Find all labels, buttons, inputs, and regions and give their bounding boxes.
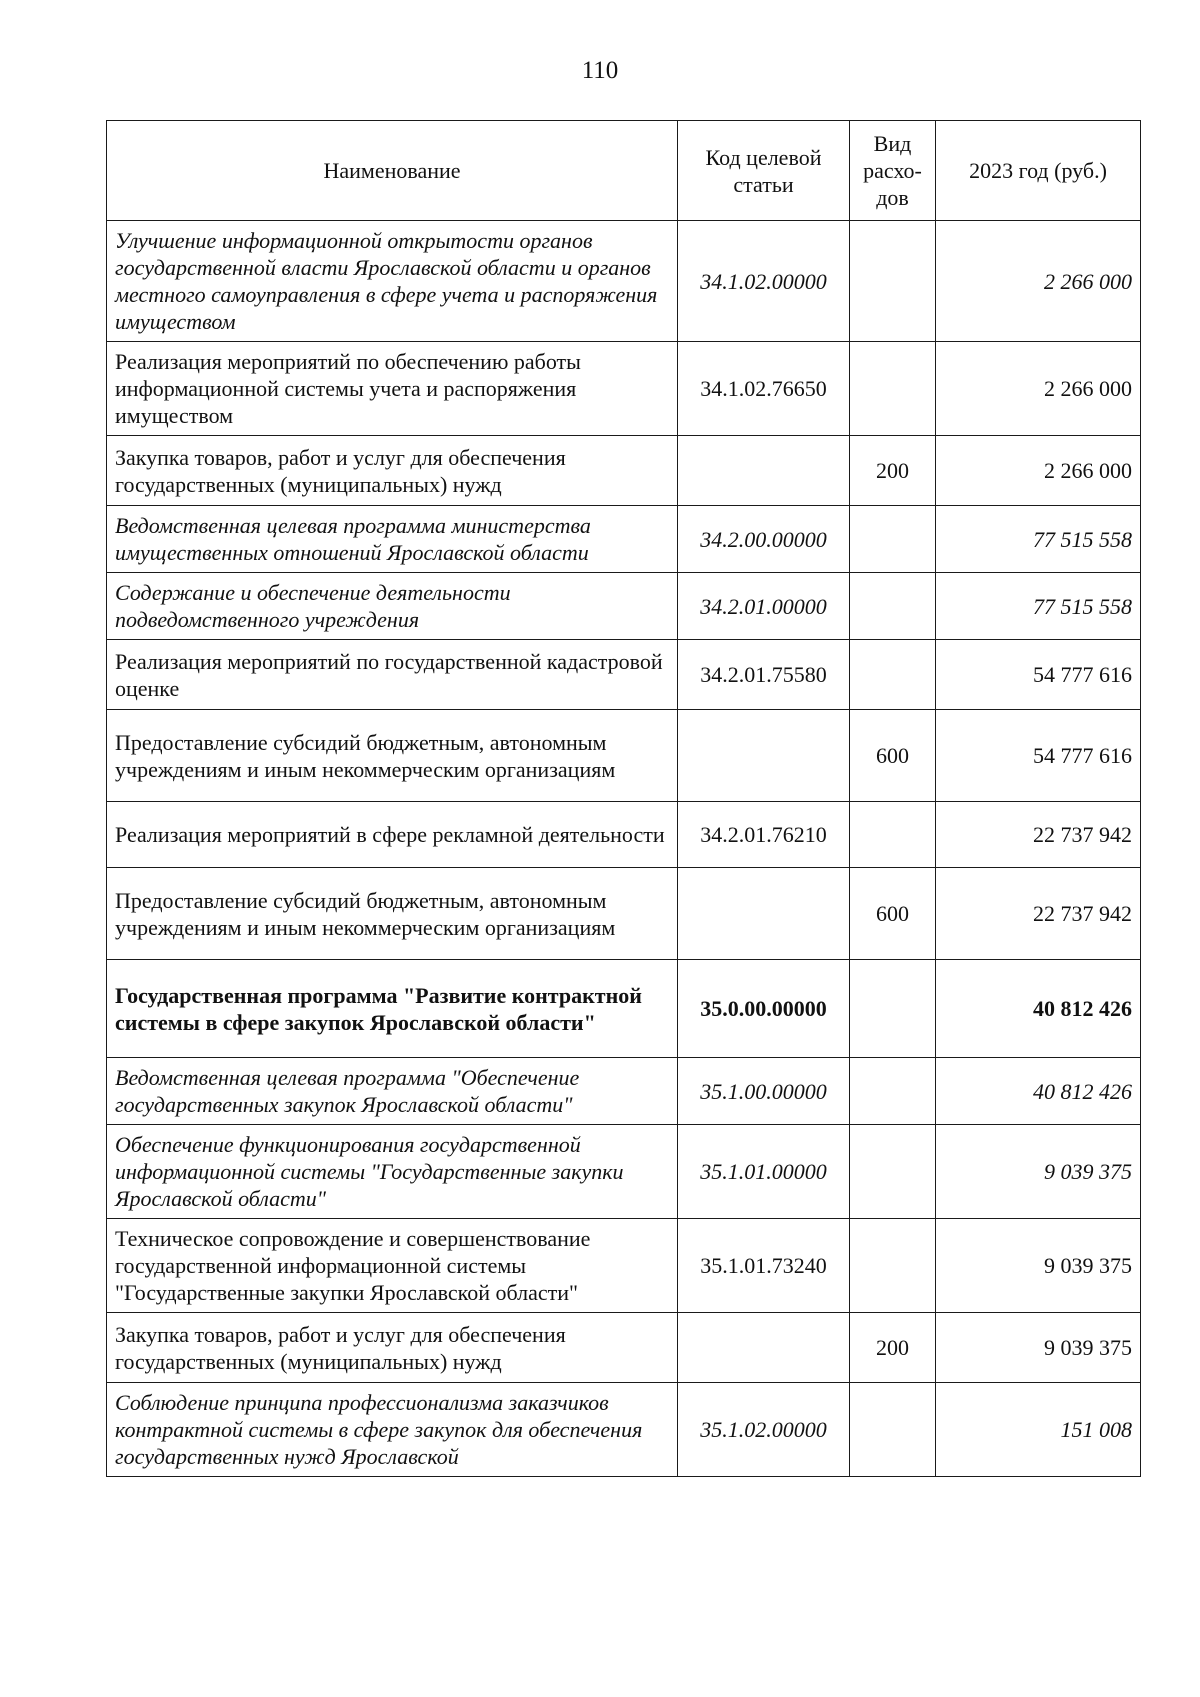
cell-name: Закупка товаров, работ и услуг для обеспечения государственных (муниципальных) нужд (107, 1313, 678, 1383)
cell-code (678, 868, 850, 960)
cell-expense-type (850, 342, 936, 436)
header-row (107, 121, 1141, 221)
cell-amount: 9 039 375 (936, 1313, 1141, 1383)
cell-code: 34.2.01.00000 (678, 573, 850, 640)
cell-code: 35.0.00.00000 (678, 960, 850, 1058)
cell-code: 35.1.01.73240 (678, 1219, 850, 1313)
cell-expense-type (850, 573, 936, 640)
table-row (107, 436, 1141, 506)
cell-name: Реализация мероприятий по обеспечению работы информационной системы учета и распоряжения имуществом (107, 342, 678, 436)
cell-amount: 40 812 426 (936, 1058, 1141, 1125)
cell-expense-type (850, 221, 936, 342)
cell-amount: 77 515 558 (936, 573, 1141, 640)
cell-code: 35.1.00.00000 (678, 1058, 850, 1125)
cell-name: Содержание и обеспечение деятельности подведомственного учреждения (107, 573, 678, 640)
cell-amount: 2 266 000 (936, 436, 1141, 506)
cell-code: 34.2.01.75580 (678, 640, 850, 710)
cell-amount: 9 039 375 (936, 1219, 1141, 1313)
cell-code (678, 1313, 850, 1383)
cell-code: 34.1.02.76650 (678, 342, 850, 436)
cell-amount: 40 812 426 (936, 960, 1141, 1058)
cell-expense-type (850, 1383, 936, 1477)
cell-expense-type (850, 640, 936, 710)
cell-name: Соблюдение принципа профессионализма заказчиков контрактной системы в сфере закупок для обеспечения государственных нужд Ярославской (107, 1383, 678, 1477)
cell-code: 34.2.01.76210 (678, 802, 850, 868)
cell-expense-type: 200 (850, 1313, 936, 1383)
cell-name: Реализация мероприятий по государственной кадастровой оценке (107, 640, 678, 710)
budget-table (106, 120, 1141, 1477)
table-row (107, 640, 1141, 710)
cell-name: Реализация мероприятий в сфере рекламной деятельности (107, 802, 678, 868)
cell-name: Предоставление субсидий бюджетным, автономным учреждениям и иным некоммерческим организациям (107, 710, 678, 802)
cell-expense-type: 600 (850, 868, 936, 960)
cell-name: Закупка товаров, работ и услуг для обеспечения государственных (муниципальных) нужд (107, 436, 678, 506)
cell-expense-type: 200 (850, 436, 936, 506)
cell-amount: 9 039 375 (936, 1125, 1141, 1219)
header-name: Наименование (107, 121, 678, 221)
table-row (107, 506, 1141, 573)
cell-amount: 54 777 616 (936, 710, 1141, 802)
cell-amount: 2 266 000 (936, 342, 1141, 436)
table-header (107, 121, 1141, 221)
cell-name: Ведомственная целевая программа "Обеспечение государственных закупок Ярославской области" (107, 1058, 678, 1125)
cell-amount: 22 737 942 (936, 802, 1141, 868)
cell-code: 34.1.02.00000 (678, 221, 850, 342)
cell-code: 34.2.00.00000 (678, 506, 850, 573)
cell-name: Ведомственная целевая программа министерства имущественных отношений Ярославской области (107, 506, 678, 573)
table-body (107, 221, 1141, 1477)
cell-name: Предоставление субсидий бюджетным, автономным учреждениям и иным некоммерческим организациям (107, 868, 678, 960)
table-row (107, 710, 1141, 802)
table-row (107, 1125, 1141, 1219)
cell-amount: 2 266 000 (936, 221, 1141, 342)
cell-amount: 22 737 942 (936, 868, 1141, 960)
table-row (107, 1219, 1141, 1313)
table-row (107, 802, 1141, 868)
table-row (107, 342, 1141, 436)
cell-expense-type (850, 1125, 936, 1219)
table-row (107, 1058, 1141, 1125)
table-row (107, 573, 1141, 640)
cell-expense-type (850, 960, 936, 1058)
header-amount: 2023 год (руб.) (936, 121, 1141, 221)
cell-code: 35.1.02.00000 (678, 1383, 850, 1477)
cell-expense-type: 600 (850, 710, 936, 802)
cell-name: Государственная программа "Развитие контрактной системы в сфере закупок Ярославской области" (107, 960, 678, 1058)
cell-amount: 54 777 616 (936, 640, 1141, 710)
cell-expense-type (850, 1058, 936, 1125)
cell-expense-type (850, 506, 936, 573)
cell-amount: 77 515 558 (936, 506, 1141, 573)
cell-name: Обеспечение функционирования государственной информационной системы "Государственные закупки Ярославской области" (107, 1125, 678, 1219)
table-row (107, 1313, 1141, 1383)
table-row (107, 868, 1141, 960)
cell-expense-type (850, 1219, 936, 1313)
cell-expense-type (850, 802, 936, 868)
cell-code: 35.1.01.00000 (678, 1125, 850, 1219)
cell-code (678, 710, 850, 802)
cell-name: Техническое сопровождение и совершенствование государственной информационной системы "Государственные закупки Ярославской области" (107, 1219, 678, 1313)
page-number: 110 (581, 57, 619, 84)
cell-name: Улучшение информационной открытости органов государственной власти Ярославской области и органов местного самоуправления в сфере учета и распоряжения имуществом (107, 221, 678, 342)
table-row (107, 221, 1141, 342)
header-expense-type: Вид расхо-дов (850, 121, 936, 221)
header-code: Код целевой статьи (678, 121, 850, 221)
table-row (107, 960, 1141, 1058)
cell-code (678, 436, 850, 506)
table-row (107, 1383, 1141, 1477)
cell-amount: 151 008 (936, 1383, 1141, 1477)
